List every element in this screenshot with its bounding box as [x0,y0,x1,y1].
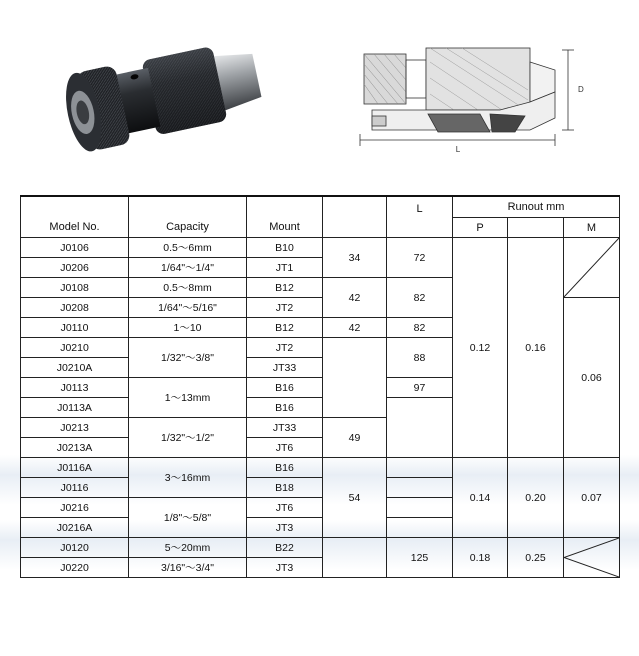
capacity-cell: 1/64"～5/16" [129,298,247,318]
model-cell: J0106 [21,238,129,258]
header-l: L [387,196,453,238]
header-d-empty [323,196,387,238]
mount-cell: B16 [247,398,323,418]
mount-cell: B10 [247,238,323,258]
d-cell: 34 [323,238,387,278]
header-row [21,196,620,218]
model-cell: J0113 [21,378,129,398]
model-cell: J0108 [21,278,129,298]
l-cell: 97 [387,378,453,398]
mount-cell: B12 [247,318,323,338]
capacity-cell: 1～13mm [129,378,247,418]
model-cell: J0210 [21,338,129,358]
runout-blank-cell: 0.25 [508,538,564,578]
header-runout: Runout mm [453,196,620,218]
l-cell-empty [387,478,453,498]
runout-m-cell: 0.07 [564,458,620,538]
capacity-cell: 0.5～8mm [129,278,247,298]
capacity-cell: 1～10 [129,318,247,338]
header-p: P [453,218,508,238]
capacity-cell: 3～16mm [129,458,247,498]
runout-p-cell: 0.14 [453,458,508,538]
d-cell-empty [323,338,387,418]
header-capacity: Capacity [129,196,247,238]
table-row [21,538,620,558]
model-cell: J0116 [21,478,129,498]
capacity-cell: 3/16"～3/4" [129,558,247,578]
mount-cell: B22 [247,538,323,558]
chuck-technical-drawing [350,40,590,160]
l-cell-empty [387,458,453,478]
l-cell: 82 [387,318,453,338]
header-model-no: Model No. [21,196,129,238]
mount-cell: JT3 [247,558,323,578]
runout-m-cell: 0.06 [564,298,620,458]
runout-p-cell: 0.12 [453,238,508,458]
header-blank [508,218,564,238]
runout-m-diagonal-cell [564,538,620,578]
d-cell: 49 [323,418,387,458]
model-cell: J0220 [21,558,129,578]
model-cell: J0208 [21,298,129,318]
d-cell-empty [323,538,387,578]
mount-cell: JT1 [247,258,323,278]
l-cell: 72 [387,238,453,278]
l-cell: 82 [387,278,453,318]
capacity-cell: 5～20mm [129,538,247,558]
capacity-cell: 0.5～6mm [129,238,247,258]
drill-chuck-photo [55,25,270,175]
model-cell: J0116A [21,458,129,478]
d-cell: 42 [323,318,387,338]
mount-cell: B18 [247,478,323,498]
dimension-d-label: D [578,85,584,94]
mount-cell: JT6 [247,438,323,458]
runout-blank-cell: 0.20 [508,458,564,538]
capacity-cell: 1/64"～1/4" [129,258,247,278]
l-cell: 88 [387,338,453,378]
mount-cell: JT3 [247,518,323,538]
dimension-l-label: L [455,145,461,154]
mount-cell: JT33 [247,358,323,378]
l-cell: 125 [387,538,453,578]
mount-cell: B16 [247,458,323,478]
d-cell: 42 [323,278,387,318]
spec-table [20,195,620,578]
d-cell: 54 [323,458,387,538]
l-cell-empty [387,518,453,538]
model-cell: J0113A [21,398,129,418]
model-cell: J0120 [21,538,129,558]
capacity-cell: 1/32"～1/2" [129,418,247,458]
table-row [21,458,620,478]
model-cell: J0216 [21,498,129,518]
header-m: M [564,218,620,238]
model-cell: J0110 [21,318,129,338]
model-cell: J0213A [21,438,129,458]
l-cell-empty [387,498,453,518]
runout-p-cell: 0.18 [453,538,508,578]
mount-cell: JT2 [247,298,323,318]
model-cell: J0206 [21,258,129,278]
mount-cell: B16 [247,378,323,398]
header-mount: Mount [247,196,323,238]
table-row [21,238,620,258]
l-cell-empty [387,398,453,458]
model-cell: J0213 [21,418,129,438]
mount-cell: JT33 [247,418,323,438]
capacity-cell: 1/32"～3/8" [129,338,247,378]
model-cell: J0216A [21,518,129,538]
runout-m-diagonal-cell [564,238,620,298]
mount-cell: JT2 [247,338,323,358]
mount-cell: B12 [247,278,323,298]
runout-blank-cell: 0.16 [508,238,564,458]
capacity-cell: 1/8"～5/8" [129,498,247,538]
mount-cell: JT6 [247,498,323,518]
model-cell: J0210A [21,358,129,378]
